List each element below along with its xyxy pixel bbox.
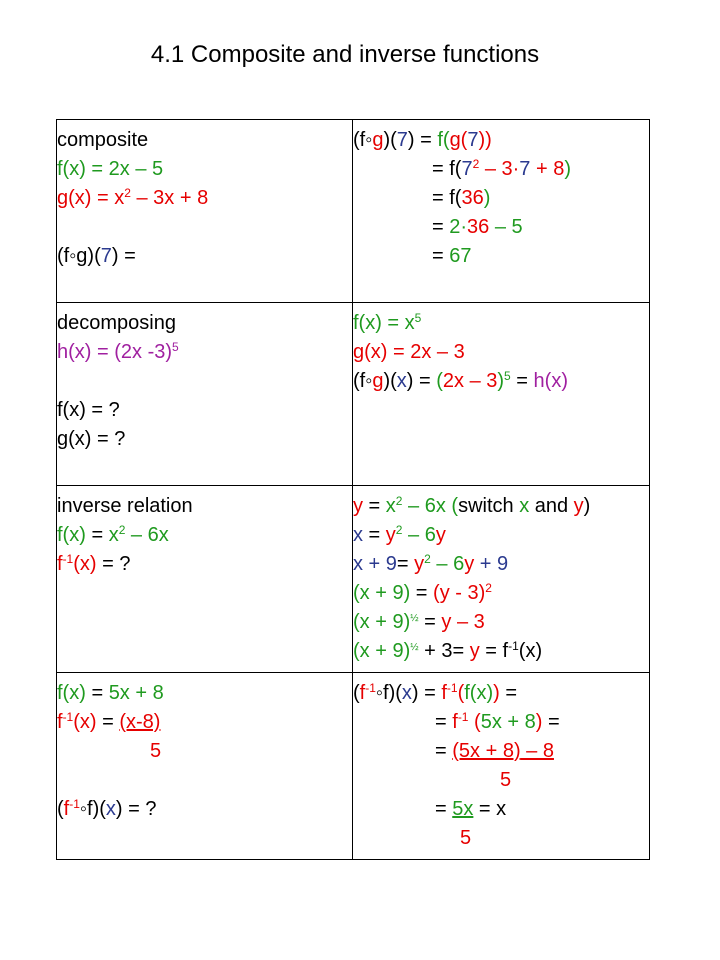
spacer: [57, 367, 352, 396]
heading-composite: composite: [57, 129, 149, 151]
cell-inverse-solution: [353, 486, 650, 673]
spacer: [57, 766, 352, 795]
inverse-line-4: (x + 9) = (y - 3)$^2$: [353, 581, 492, 604]
cell-verification-solution: [353, 673, 650, 860]
inverse-line-1: $y = x^2 - 6x$ (switch x and y): [353, 494, 591, 517]
verify-line-1: $(f^{-1}◦f)(x) = f^{-1}(f(x))$ =: [353, 681, 518, 704]
spacer: [57, 213, 352, 242]
f-definition: $f(x) = x^2 - 6x$: [57, 523, 169, 546]
composite-question: (f◦g)(7) =: [57, 245, 136, 267]
solution-line-1: (f◦g)(7) = f(g(7)): [353, 129, 492, 151]
verify-line-3: = (5x + 8) – 8: [435, 740, 554, 762]
inverse-line-3: $x + 9= y^2 - 6y + 9$: [353, 552, 509, 575]
page-title: 4.1 Composite and inverse functions: [150, 41, 540, 68]
f-question: f(x) = ?: [57, 399, 120, 421]
verify-line-2: = $f^{-1}$ (5x + 8) =: [435, 710, 560, 733]
inverse-denominator: 5: [150, 740, 162, 762]
verify-line-4: 5: [500, 769, 512, 791]
verification-question: $(f^{-1}◦f)(x)$ = ?: [57, 797, 157, 820]
inverse-question: $f^{-1}(x)$ = ?: [57, 552, 131, 575]
cell-composite-solution: [353, 120, 650, 303]
h-definition: h(x) = (2x -3)$^5$: [57, 340, 179, 363]
solution-line-5: = 67: [432, 245, 472, 267]
inverse-line-6: $(x + 9)^{\frac{1}{2}} + 3= y = f^{-1}(x)$: [353, 639, 543, 662]
inverse-definition: $f^{-1}(x) = (x-8)$: [57, 710, 161, 733]
heading-decomposing: decomposing: [57, 312, 176, 334]
g-definition: $g(x) = x^2 - 3x + 8$: [57, 186, 209, 209]
heading-inverse-relation: inverse relation: [57, 495, 193, 517]
row-inverse-relation: [57, 486, 650, 673]
verify-line-5: = 5x = x: [435, 798, 507, 820]
cell-verification-prompt: [57, 673, 353, 860]
f-answer: $f(x) = x^5$: [353, 311, 422, 334]
row-inverse-verification: [57, 673, 650, 860]
row-decomposing: [57, 303, 650, 486]
f-definition: f(x) = 2x – 5: [57, 158, 164, 180]
inverse-line-5: $(x + 9)^{\frac{1}{2}} = y - 3$: [353, 611, 485, 633]
g-answer: g(x) = 2x – 3: [353, 341, 465, 363]
solution-line-3: = f(36): [432, 187, 491, 209]
cell-composite-prompt: [57, 120, 353, 303]
solution-line-2: = $f(7^2 - 3\cdot 7 + 8)$: [432, 157, 572, 180]
cell-decomposing-prompt: [57, 303, 353, 486]
row-composite: [57, 120, 650, 303]
verify-line-6: 5: [460, 827, 472, 849]
functions-table: [56, 119, 650, 860]
cell-decomposing-solution: [353, 303, 650, 486]
solution-line-4: = 2·36 – 5: [432, 216, 523, 238]
cell-inverse-prompt: [57, 486, 353, 673]
composite-check: (f◦g)(x) = (2x – 3)$^5$ = h(x): [353, 369, 568, 392]
inverse-line-2: $x = y^2 - 6y$: [353, 523, 446, 546]
f-definition: f(x) = 5x + 8: [57, 682, 164, 704]
g-question: g(x) = ?: [57, 428, 126, 450]
